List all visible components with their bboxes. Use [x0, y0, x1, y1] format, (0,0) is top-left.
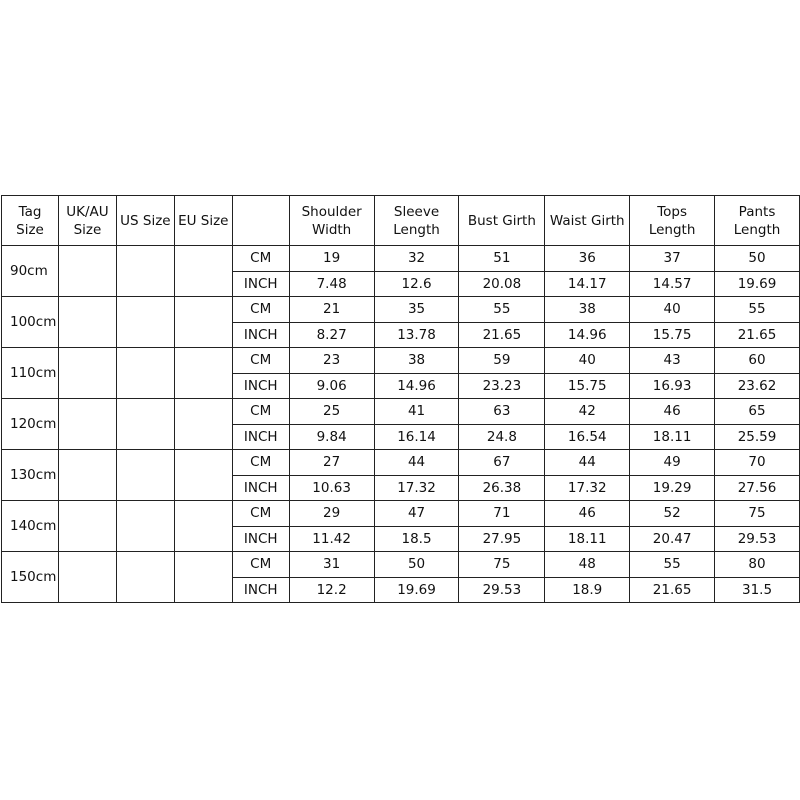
measurement-cell: 20.08 [459, 271, 545, 297]
measurement-cell: 16.93 [630, 373, 715, 399]
measurement-cell: 44 [374, 450, 459, 476]
measurement-cell: 63 [459, 399, 545, 425]
measurement-cell: 49 [630, 450, 715, 476]
table-row-130cm-cm [2, 450, 800, 476]
us-size-cell [116, 552, 174, 603]
header-pants-length: Pants Length [715, 196, 800, 246]
us-size-cell [116, 297, 174, 348]
measurement-cell: 38 [545, 297, 630, 323]
tag-size-cell: 100cm [2, 297, 59, 348]
measurement-cell: 29.53 [459, 577, 545, 603]
us-size-cell [116, 399, 174, 450]
table-row-100cm-cm [2, 297, 800, 323]
measurement-cell: 7.48 [289, 271, 374, 297]
measurement-cell: 14.96 [374, 373, 459, 399]
measurement-cell: 24.8 [459, 424, 545, 450]
header-row [2, 196, 800, 246]
table-row-120cm-cm [2, 399, 800, 425]
measurement-cell: 21.65 [630, 577, 715, 603]
measurement-cell: 27.95 [459, 526, 545, 552]
table-body [2, 246, 800, 603]
unit-cell: CM [232, 399, 289, 425]
measurement-cell: 9.84 [289, 424, 374, 450]
table-row-110cm-cm [2, 348, 800, 374]
table-row-150cm-cm [2, 552, 800, 578]
measurement-cell: 75 [715, 501, 800, 527]
measurement-cell: 43 [630, 348, 715, 374]
measurement-cell: 71 [459, 501, 545, 527]
measurement-cell: 65 [715, 399, 800, 425]
tag-size-cell: 120cm [2, 399, 59, 450]
header-tag-size: Tag Size [2, 196, 59, 246]
header-bust-girth: Bust Girth [459, 196, 545, 246]
measurement-cell: 14.17 [545, 271, 630, 297]
measurement-cell: 44 [545, 450, 630, 476]
uk-au-size-cell [58, 450, 116, 501]
unit-cell: CM [232, 450, 289, 476]
eu-size-cell [174, 450, 232, 501]
unit-cell: INCH [232, 424, 289, 450]
measurement-cell: 14.57 [630, 271, 715, 297]
measurement-cell: 25 [289, 399, 374, 425]
measurement-cell: 35 [374, 297, 459, 323]
header-waist-girth: Waist Girth [545, 196, 630, 246]
us-size-cell [116, 450, 174, 501]
header-uk-au-size: UK/AU Size [58, 196, 116, 246]
measurement-cell: 37 [630, 246, 715, 272]
measurement-cell: 18.11 [630, 424, 715, 450]
measurement-cell: 17.32 [545, 475, 630, 501]
measurement-cell: 21 [289, 297, 374, 323]
header-eu-size: EU Size [174, 196, 232, 246]
tag-size-cell: 90cm [2, 246, 59, 297]
measurement-cell: 75 [459, 552, 545, 578]
measurement-cell: 23.62 [715, 373, 800, 399]
measurement-cell: 46 [545, 501, 630, 527]
unit-cell: INCH [232, 577, 289, 603]
measurement-cell: 18.5 [374, 526, 459, 552]
measurement-cell: 50 [374, 552, 459, 578]
uk-au-size-cell [58, 501, 116, 552]
measurement-cell: 80 [715, 552, 800, 578]
eu-size-cell [174, 348, 232, 399]
tag-size-cell: 110cm [2, 348, 59, 399]
tag-size-cell: 130cm [2, 450, 59, 501]
us-size-cell [116, 348, 174, 399]
eu-size-cell [174, 246, 232, 297]
header-unit [232, 196, 289, 246]
measurement-cell: 38 [374, 348, 459, 374]
uk-au-size-cell [58, 348, 116, 399]
measurement-cell: 12.6 [374, 271, 459, 297]
table-header [2, 196, 800, 246]
us-size-cell [116, 501, 174, 552]
measurement-cell: 50 [715, 246, 800, 272]
eu-size-cell [174, 297, 232, 348]
header-us-size: US Size [116, 196, 174, 246]
measurement-cell: 42 [545, 399, 630, 425]
measurement-cell: 55 [459, 297, 545, 323]
measurement-cell: 60 [715, 348, 800, 374]
tag-size-cell: 140cm [2, 501, 59, 552]
measurement-cell: 31 [289, 552, 374, 578]
measurement-cell: 19.69 [715, 271, 800, 297]
uk-au-size-cell [58, 399, 116, 450]
measurement-cell: 31.5 [715, 577, 800, 603]
unit-cell: INCH [232, 322, 289, 348]
measurement-cell: 10.63 [289, 475, 374, 501]
measurement-cell: 12.2 [289, 577, 374, 603]
measurement-cell: 23 [289, 348, 374, 374]
measurement-cell: 9.06 [289, 373, 374, 399]
measurement-cell: 40 [630, 297, 715, 323]
measurement-cell: 18.9 [545, 577, 630, 603]
measurement-cell: 52 [630, 501, 715, 527]
unit-cell: CM [232, 348, 289, 374]
measurement-cell: 16.14 [374, 424, 459, 450]
measurement-cell: 19.69 [374, 577, 459, 603]
measurement-cell: 67 [459, 450, 545, 476]
uk-au-size-cell [58, 246, 116, 297]
measurement-cell: 15.75 [630, 322, 715, 348]
measurement-cell: 48 [545, 552, 630, 578]
eu-size-cell [174, 501, 232, 552]
measurement-cell: 32 [374, 246, 459, 272]
measurement-cell: 19.29 [630, 475, 715, 501]
measurement-cell: 25.59 [715, 424, 800, 450]
measurement-cell: 15.75 [545, 373, 630, 399]
us-size-cell [116, 246, 174, 297]
measurement-cell: 40 [545, 348, 630, 374]
unit-cell: INCH [232, 373, 289, 399]
eu-size-cell [174, 399, 232, 450]
unit-cell: CM [232, 297, 289, 323]
header-shoulder-width: Shoulder Width [289, 196, 374, 246]
measurement-cell: 16.54 [545, 424, 630, 450]
measurement-cell: 26.38 [459, 475, 545, 501]
measurement-cell: 51 [459, 246, 545, 272]
measurement-cell: 70 [715, 450, 800, 476]
unit-cell: CM [232, 501, 289, 527]
measurement-cell: 18.11 [545, 526, 630, 552]
unit-cell: INCH [232, 271, 289, 297]
measurement-cell: 21.65 [715, 322, 800, 348]
size-chart-table [1, 195, 800, 603]
measurement-cell: 14.96 [545, 322, 630, 348]
unit-cell: INCH [232, 475, 289, 501]
table-row-140cm-cm [2, 501, 800, 527]
measurement-cell: 8.27 [289, 322, 374, 348]
measurement-cell: 59 [459, 348, 545, 374]
measurement-cell: 23.23 [459, 373, 545, 399]
measurement-cell: 41 [374, 399, 459, 425]
measurement-cell: 20.47 [630, 526, 715, 552]
eu-size-cell [174, 552, 232, 603]
measurement-cell: 55 [715, 297, 800, 323]
unit-cell: INCH [232, 526, 289, 552]
header-tops-length: Tops Length [630, 196, 715, 246]
unit-cell: CM [232, 246, 289, 272]
measurement-cell: 29.53 [715, 526, 800, 552]
measurement-cell: 17.32 [374, 475, 459, 501]
measurement-cell: 47 [374, 501, 459, 527]
tag-size-cell: 150cm [2, 552, 59, 603]
measurement-cell: 29 [289, 501, 374, 527]
measurement-cell: 11.42 [289, 526, 374, 552]
table-row-90cm-cm [2, 246, 800, 272]
measurement-cell: 36 [545, 246, 630, 272]
measurement-cell: 19 [289, 246, 374, 272]
uk-au-size-cell [58, 552, 116, 603]
measurement-cell: 13.78 [374, 322, 459, 348]
header-sleeve-length: Sleeve Length [374, 196, 459, 246]
measurement-cell: 46 [630, 399, 715, 425]
unit-cell: CM [232, 552, 289, 578]
measurement-cell: 55 [630, 552, 715, 578]
measurement-cell: 21.65 [459, 322, 545, 348]
measurement-cell: 27.56 [715, 475, 800, 501]
uk-au-size-cell [58, 297, 116, 348]
measurement-cell: 27 [289, 450, 374, 476]
